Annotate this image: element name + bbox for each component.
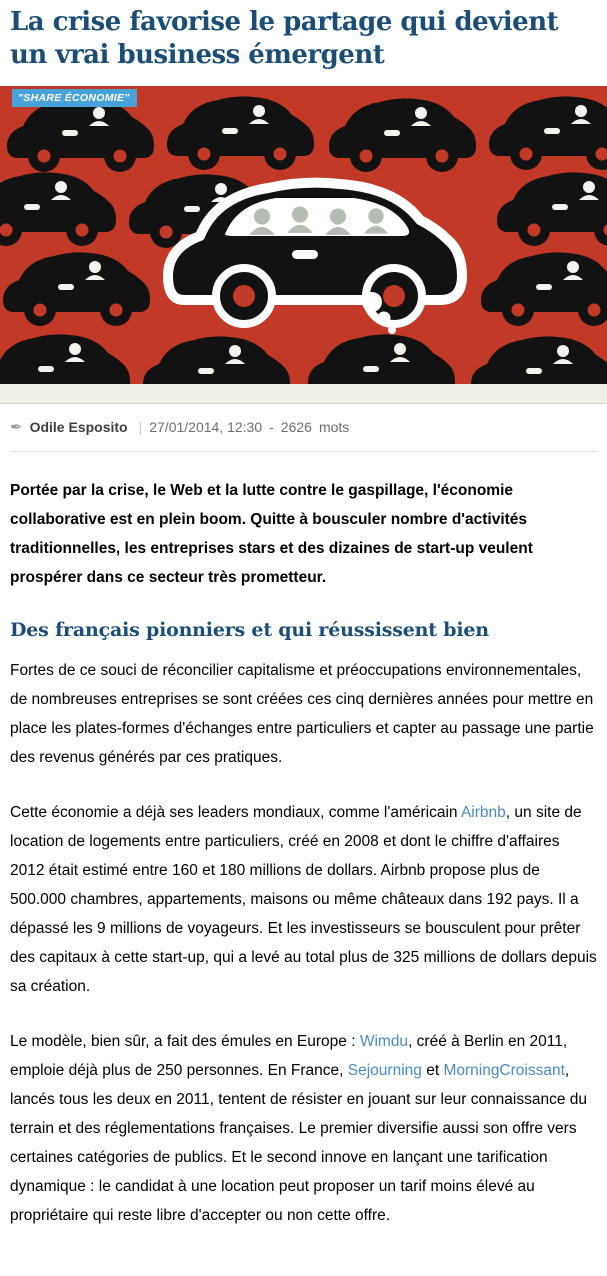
byline-dash: - xyxy=(269,419,274,435)
word-count-label: mots xyxy=(318,419,350,435)
inline-link[interactable]: MorningCroissant xyxy=(443,1062,565,1079)
paragraph-text: Cette économie a déjà ses leaders mondiaux, comme l'américain xyxy=(10,804,461,821)
article-paragraph xyxy=(10,1027,597,1230)
author-name: Odile Esposito xyxy=(29,419,128,435)
inline-link[interactable]: Wimdu xyxy=(359,1033,409,1050)
hero-figure xyxy=(0,86,607,404)
paragraph-text: , créé à Berlin en 2011, emploie déjà plus de 250 personnes. En France, xyxy=(10,1033,568,1079)
article-paragraph xyxy=(10,656,597,772)
byline-divider xyxy=(10,451,597,452)
paragraph-text: Le modèle, bien sûr, a fait des émules en Europe : xyxy=(10,1033,360,1050)
cars-illustration-svg xyxy=(0,86,607,384)
byline-separator: | xyxy=(138,419,143,435)
section-heading: Des français pionniers et qui réussissent bien xyxy=(10,619,489,641)
cars-illustration xyxy=(0,86,607,384)
article-body xyxy=(10,656,597,1230)
article-intro: Portée par la crise, le Web et la lutte contre le gaspillage, l'économie collaborative est en plein boom. Quitte à bousculer nombre d'activités traditionnelles, les entreprises stars et des dizaines de start-up veulent prospérer dans ce secteur très prometteur. xyxy=(10,482,533,586)
publish-datetime: 27/01/2014, 12:30 xyxy=(149,419,263,435)
byline xyxy=(10,418,597,436)
inline-link[interactable]: Sejourning xyxy=(347,1062,422,1079)
hero-badge: "SHARE ÉCONOMIE" xyxy=(12,89,137,107)
word-count: 2626 xyxy=(280,419,312,435)
article-paragraph xyxy=(10,798,597,1001)
paragraph-text: , lancés tous les deux en 2011, tentent de résister en jouant sur leur connaissance du terrain et des réglementations françaises. Le premier diversifie aussi son offre vers certaines catégories de publics. Et le second innove en lançant une tarification dynamique : le candidat à une location peut proposer un tarif moins élevé au propriétaire qui reste libre d'accepter ou non cette offre. xyxy=(10,1062,588,1224)
paragraph-text: , un site de location de logements entre particuliers, créé en 2008 et dont le chiffre d'affaires 2012 était estimé entre 160 et 180 millions de dollars. Airbnb propose plus de 500.000 chambres, appartements, maisons ou même châteaux dans 192 pays. Il a dépassé les 9 millions de voyageurs. Et les investisseurs se bousculent pour prêter des capitaux à cette start-up, qui a levé au total plus de 325 millions de dollars depuis sa création. xyxy=(10,804,597,995)
inline-link[interactable]: Airbnb xyxy=(460,804,506,821)
hero-caption-strip xyxy=(0,384,607,404)
article-title: La crise favorise le partage qui devient un vrai business émergent xyxy=(10,7,559,70)
paragraph-text: et xyxy=(421,1062,444,1079)
paragraph-text: Fortes de ce souci de réconcilier capitalisme et préoccupations environnementales, de nombreuses entreprises se sont créées ces cinq dernières années pour mettre en place les plates-formes d'échanges entre particuliers et capter au passage une partie des revenus générés par ces pratiques. xyxy=(10,662,594,766)
pen-icon: ✒ xyxy=(10,419,23,436)
